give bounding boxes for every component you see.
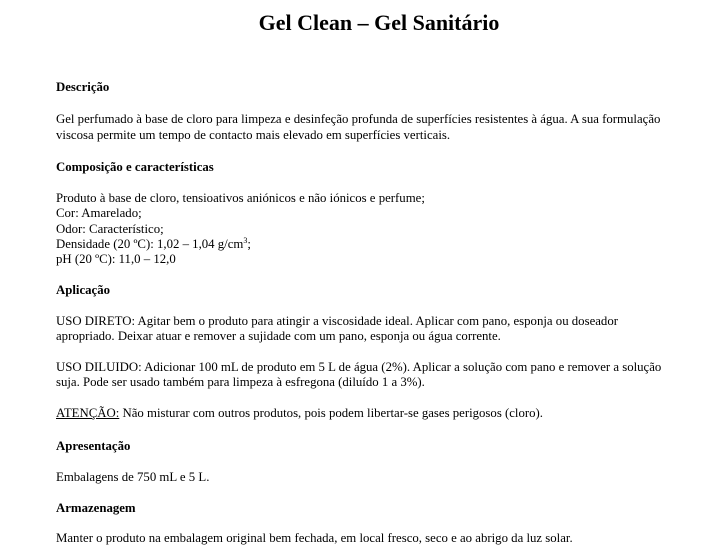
uso-diluido-line-2: suja. Pode ser usado também para limpeza à esfregona (diluído 1 a 3%). xyxy=(56,375,425,389)
heading-armazenagem: Armazenagem xyxy=(56,501,136,515)
document-title: Gel Clean – Gel Sanitário xyxy=(258,10,500,35)
descricao-line-2: viscosa permite um tempo de contacto mais elevado em superfícies verticais. xyxy=(56,128,451,142)
apresentacao-text: Embalagens de 750 mL e 5 L. xyxy=(56,470,210,484)
composicao-odor: Odor: Característico; xyxy=(56,222,164,236)
densidade-text: Densidade (20 ºC): 1,02 – 1,04 g/cm xyxy=(56,237,244,251)
heading-descricao: Descrição xyxy=(56,80,110,94)
uso-diluido-line-1: USO DILUIDO: Adicionar 100 mL de produto em 5 L de água (2%). Aplicar a solução com pano e remover a solução xyxy=(56,360,662,374)
atencao-text: Não misturar com outros produtos, pois podem libertar-se gases perigosos (cloro). xyxy=(119,406,544,420)
composicao-line-1: Produto à base de cloro, tensioativos aniónicos e não iónicos e perfume; xyxy=(56,191,425,205)
composicao-ph: pH (20 ºC): 11,0 – 12,0 xyxy=(56,252,176,266)
composicao-cor: Cor: Amarelado; xyxy=(56,206,142,220)
uso-direto-line-2: apropriado. Deixar atuar e remover a sujidade com um pano, esponja ou água corrente. xyxy=(56,329,501,343)
densidade-superscript: 3 xyxy=(243,236,248,245)
uso-direto-line-1: USO DIRETO: Agitar bem o produto para atingir a viscosidade ideal. Aplicar com pano, esponja ou doseador xyxy=(56,314,618,328)
densidade-end: ; xyxy=(247,237,251,251)
descricao-line-1: Gel perfumado à base de cloro para limpeza e desinfeção profunda de superfícies resistentes à água. A sua formulação xyxy=(56,112,661,126)
armazenagem-text: Manter o produto na embalagem original bem fechada, em local fresco, seco e ao abrigo da luz solar. xyxy=(56,531,573,545)
heading-composicao: Composição e características xyxy=(56,160,214,174)
atencao-label: ATENÇÃO: xyxy=(56,406,120,420)
atencao-line xyxy=(56,406,702,422)
heading-apresentacao: Apresentação xyxy=(56,439,131,453)
heading-aplicacao: Aplicação xyxy=(56,283,111,297)
composicao-densidade xyxy=(56,237,702,253)
